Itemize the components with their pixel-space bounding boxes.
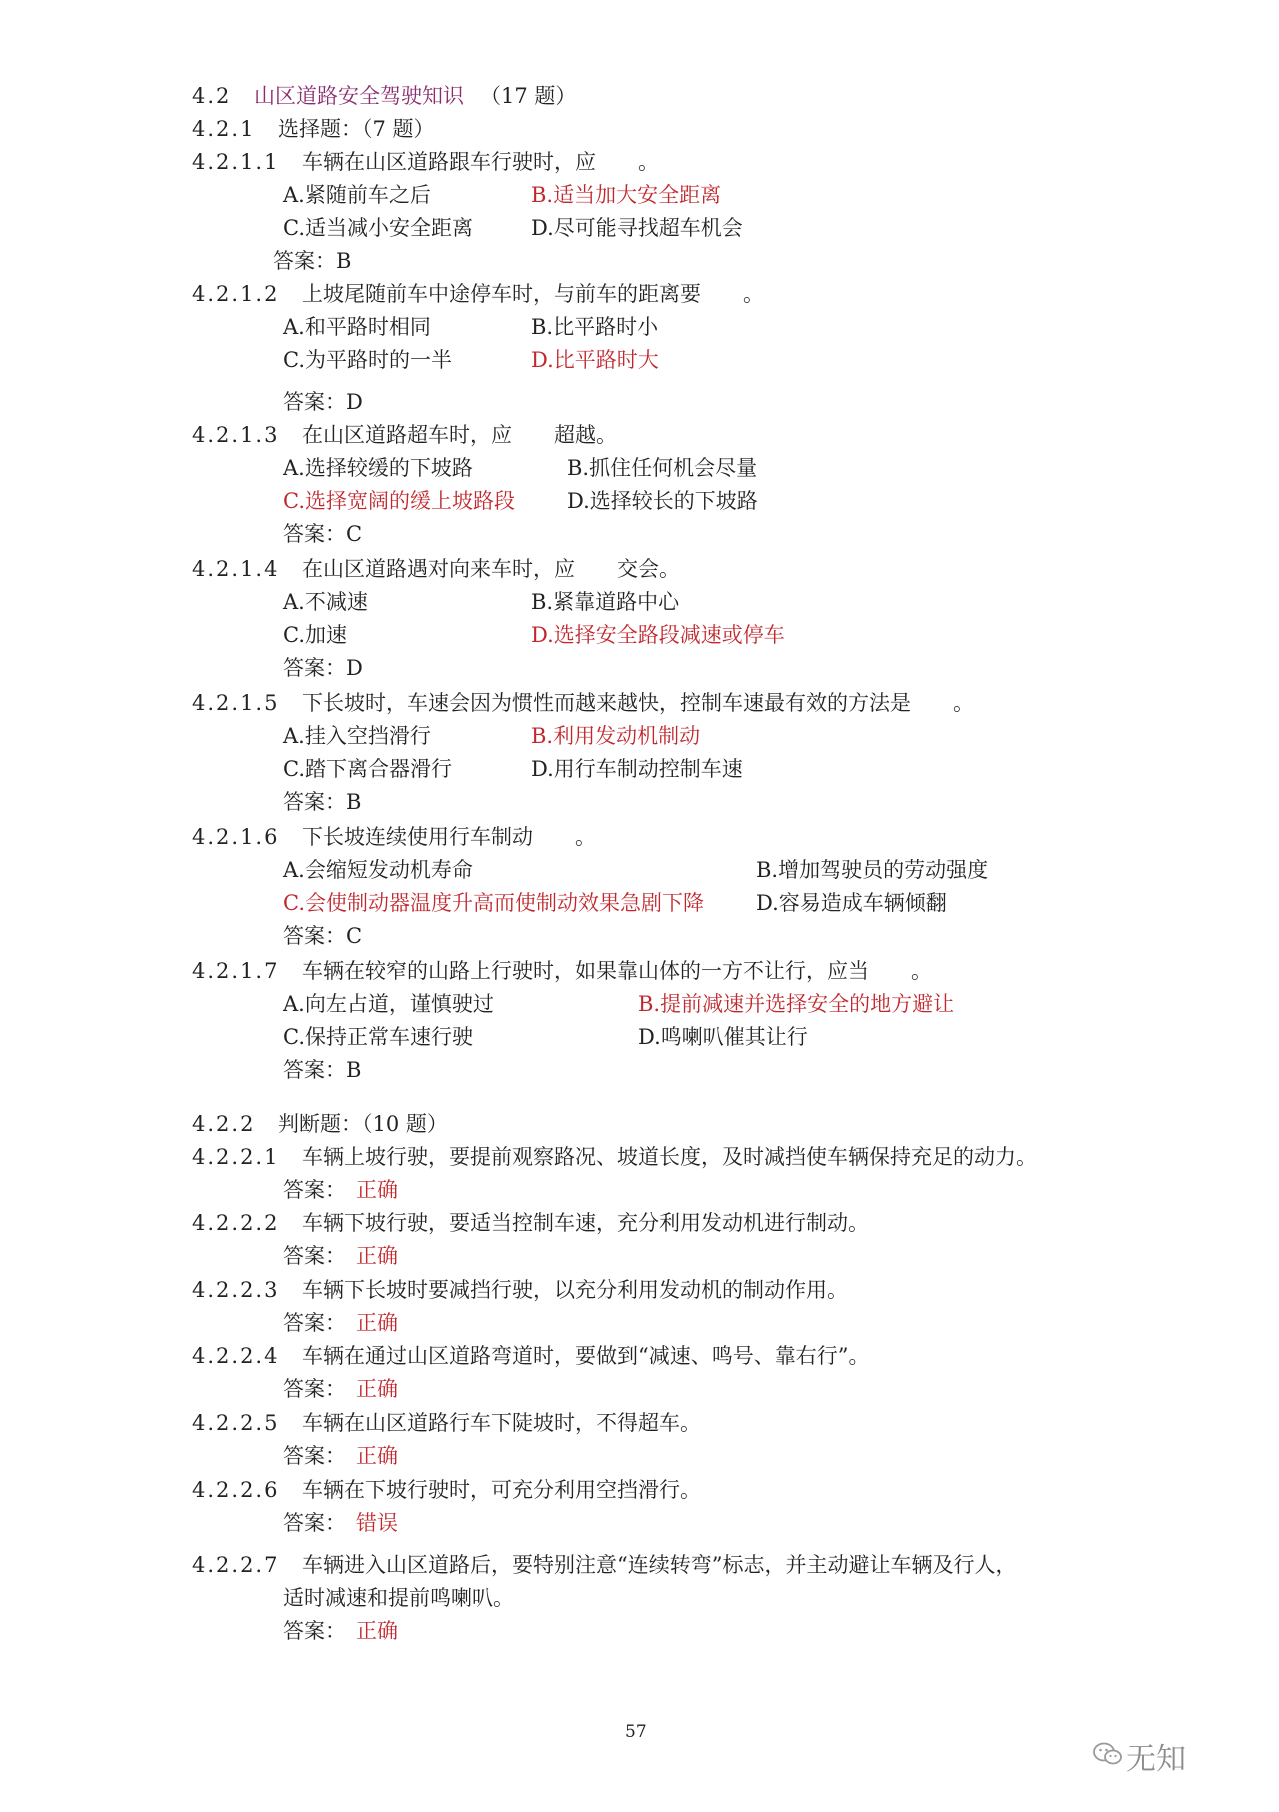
question-text: 车辆在通过山区道路弯道时，要做到“减速、鸣号、靠右行”。	[302, 1344, 870, 1368]
answer: 答案：D	[283, 656, 363, 680]
option-d: D.选择较长的下坡路	[567, 489, 758, 513]
answer: 答案：C	[283, 522, 363, 546]
question-text: 车辆在山区道路行车下陡坡时，不得超车。	[302, 1411, 701, 1435]
question-number: 4.2.1.4	[192, 557, 280, 581]
answer-value: 错误	[356, 1511, 398, 1535]
option-c: C.为平路时的一半	[283, 348, 452, 372]
answer-value: 正确	[356, 1377, 398, 1401]
choice-section-number: 4.2.1	[192, 117, 256, 141]
option-a: A.不减速	[283, 590, 368, 614]
question-number: 4.2.2.1	[192, 1145, 280, 1169]
answer: 答案：C	[283, 924, 363, 948]
option-a: A.选择较缓的下坡路	[283, 456, 473, 480]
question-number: 4.2.2.2	[192, 1211, 280, 1235]
page-number: 57	[625, 1722, 647, 1742]
option-d: D.用行车制动控制车速	[531, 757, 743, 781]
answer-value: 正确	[356, 1244, 398, 1268]
answer-value: 正确	[356, 1619, 398, 1643]
judge-section-number: 4.2.2	[192, 1112, 256, 1136]
option-d: D.鸣喇叭催其让行	[638, 1025, 808, 1049]
question-text: 下长坡连续使用行车制动 。	[302, 825, 596, 849]
answer-label: 答案：	[283, 1444, 346, 1468]
question-text: 车辆进入山区道路后，要特别注意“连续转弯”标志，并主动避让车辆及行人，	[302, 1553, 1017, 1577]
section-title: 山区道路安全驾驶知识	[254, 84, 464, 108]
answer-label: 答案：	[283, 1511, 346, 1535]
option-b: B.紧靠道路中心	[531, 590, 680, 614]
question-number: 4.2.1.7	[192, 959, 280, 983]
answer: 答案：B	[283, 1058, 362, 1082]
option-b-correct: B.利用发动机制动	[531, 724, 701, 748]
question-number: 4.2.2.3	[192, 1278, 280, 1302]
option-c-correct: C.选择宽阔的缓上坡路段	[283, 489, 515, 513]
option-b: B.增加驾驶员的劳动强度	[756, 858, 989, 882]
question-number: 4.2.1.5	[192, 691, 280, 715]
option-a: A.向左占道，谨慎驶过	[283, 992, 494, 1016]
question-text: 上坡尾随前车中途停车时，与前车的距离要 。	[302, 282, 764, 306]
option-b-correct: B.适当加大安全距离	[531, 183, 722, 207]
question-text: 车辆下坡行驶，要适当控制车速，充分利用发动机进行制动。	[302, 1211, 869, 1235]
answer-value: 正确	[356, 1444, 398, 1468]
question-number: 4.2.2.4	[192, 1344, 280, 1368]
answer-label: 答案：	[283, 1619, 346, 1643]
option-d-correct: D.选择安全路段减速或停车	[531, 623, 785, 647]
choice-section-title: 选择题：（7 题）	[278, 117, 435, 141]
question-text: 车辆上坡行驶，要提前观察路况、坡道长度，及时减挡使车辆保持充足的动力。	[302, 1145, 1037, 1169]
answer-label: 答案：	[283, 1244, 346, 1268]
answer-label: 答案：	[283, 1377, 346, 1401]
option-d-correct: D.比平路时大	[531, 348, 659, 372]
wechat-icon	[1092, 1740, 1124, 1768]
answer: 答案：B	[273, 249, 352, 273]
section-count: （17 题）	[480, 84, 577, 108]
option-c: C.保持正常车速行驶	[283, 1025, 473, 1049]
question-number: 4.2.2.6	[192, 1478, 280, 1502]
question-text-continued: 适时减速和提前鸣喇叭。	[283, 1586, 514, 1610]
answer-label: 答案：	[283, 1311, 346, 1335]
answer: 答案：D	[283, 390, 363, 414]
question-text: 在山区道路遇对向来车时，应 交会。	[302, 557, 680, 581]
option-b-correct: B.提前减速并选择安全的地方避让	[638, 992, 955, 1016]
option-c: C.踏下离合器滑行	[283, 757, 452, 781]
question-number: 4.2.1.1	[192, 150, 280, 174]
question-number: 4.2.2.7	[192, 1553, 280, 1577]
option-a: A.挂入空挡滑行	[283, 724, 431, 748]
option-d: D.尽可能寻找超车机会	[531, 216, 743, 240]
question-text: 车辆在下坡行驶时，可充分利用空挡滑行。	[302, 1478, 701, 1502]
question-text: 在山区道路超车时，应 超越。	[302, 423, 617, 447]
question-number: 4.2.2.5	[192, 1411, 280, 1435]
option-c-correct: C.会使制动器温度升高而使制动效果急剧下降	[283, 891, 704, 915]
answer-label: 答案：	[283, 1178, 346, 1202]
question-text: 车辆在山区道路跟车行驶时，应 。	[302, 150, 659, 174]
option-b: B.比平路时小	[531, 315, 659, 339]
option-a: A.紧随前车之后	[283, 183, 431, 207]
option-c: C.加速	[283, 623, 347, 647]
option-a: A.和平路时相同	[283, 315, 431, 339]
section-number: 4.2	[192, 84, 232, 108]
question-text: 车辆下长坡时要减挡行驶，以充分利用发动机的制动作用。	[302, 1278, 848, 1302]
answer-value: 正确	[356, 1178, 398, 1202]
option-c: C.适当减小安全距离	[283, 216, 473, 240]
question-text: 车辆在较窄的山路上行驶时，如果靠山体的一方不让行，应当 。	[302, 959, 932, 983]
option-a: A.会缩短发动机寿命	[283, 858, 473, 882]
question-number: 4.2.1.2	[192, 282, 280, 306]
option-b: B.抓住任何机会尽量	[567, 456, 758, 480]
question-number: 4.2.1.6	[192, 825, 280, 849]
answer-value: 正确	[356, 1311, 398, 1335]
judge-section-title: 判断题：（10 题）	[278, 1112, 448, 1136]
option-d: D.容易造成车辆倾翻	[756, 891, 947, 915]
question-text: 下长坡时，车速会因为惯性而越来越快，控制车速最有效的方法是 。	[302, 691, 974, 715]
answer: 答案：B	[283, 790, 362, 814]
watermark: 无知	[1126, 1742, 1186, 1777]
question-number: 4.2.1.3	[192, 423, 280, 447]
